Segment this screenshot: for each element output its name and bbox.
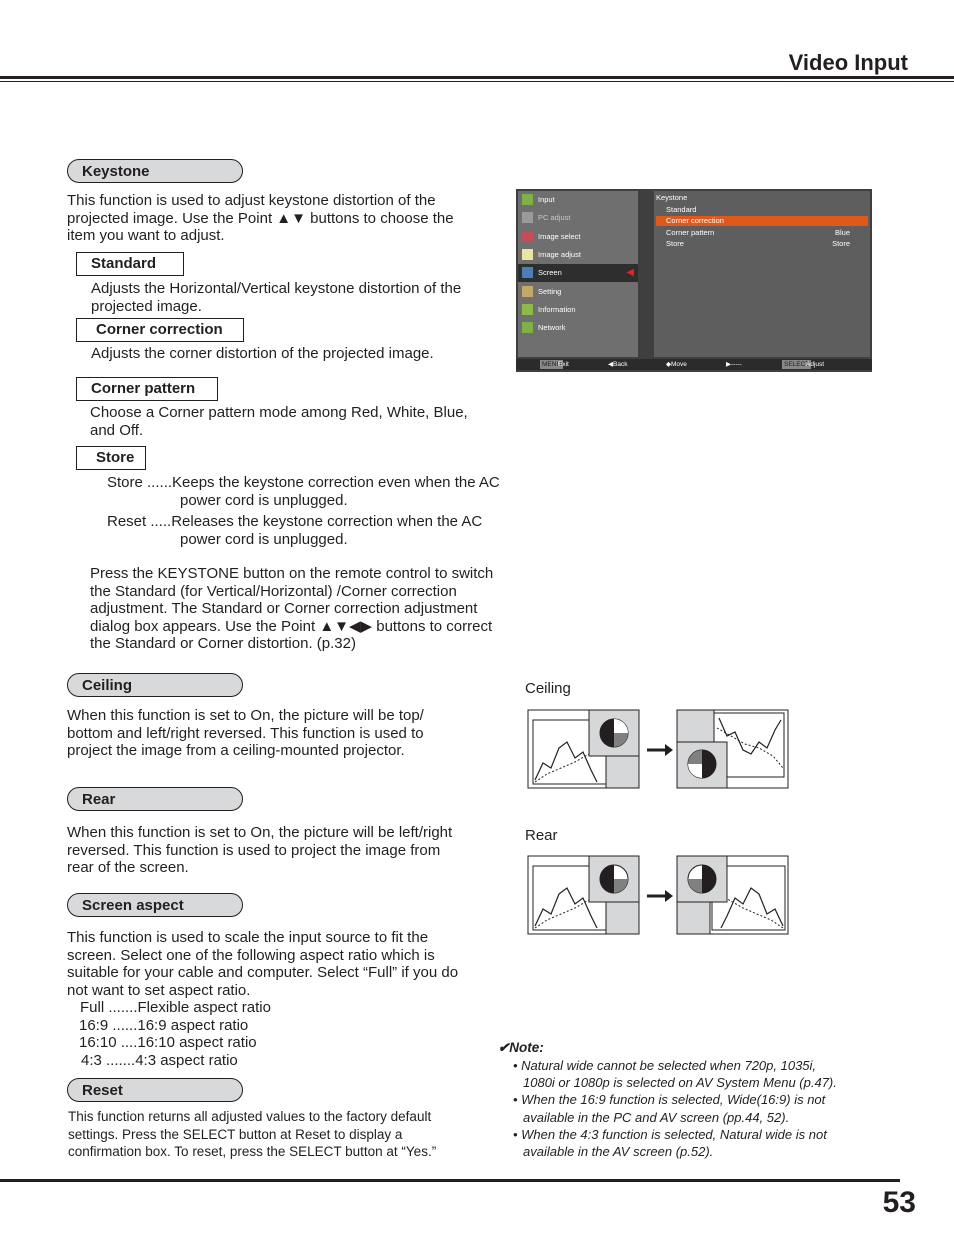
menu-item-label: Image select bbox=[538, 232, 581, 241]
footer-move: ◆Move bbox=[666, 361, 687, 368]
menu-item-image-adjust[interactable] bbox=[518, 246, 638, 264]
standard-label: Standard bbox=[76, 252, 184, 276]
input-icon bbox=[522, 194, 533, 205]
keystone-menu-screenshot bbox=[516, 189, 872, 372]
menu-row-label: Store bbox=[666, 239, 684, 248]
menu-footer bbox=[516, 359, 872, 370]
menu-row-value: Store bbox=[832, 239, 850, 248]
note-item: 1080i or 1080p is selected on AV System Menu (p.47). bbox=[523, 1075, 837, 1091]
note-item: • When the 4:3 function is selected, Natural wide is not bbox=[513, 1126, 827, 1142]
menu-item-label: Setting bbox=[538, 287, 562, 296]
menu-row-corner-pattern[interactable] bbox=[656, 228, 868, 238]
menu-item-label: Network bbox=[538, 323, 566, 332]
store-desc-line: Store ......Keeps the keystone correction even when the AC bbox=[107, 474, 500, 491]
note-item: • Natural wide cannot be selected when 720p, 1035i, bbox=[513, 1058, 817, 1073]
rear-text bbox=[67, 824, 452, 877]
aspect-option: 4:3 .......4:3 aspect ratio bbox=[81, 1051, 238, 1069]
setting-icon bbox=[522, 286, 533, 297]
rear-text-line: rear of the screen. bbox=[67, 859, 189, 876]
reset-text bbox=[68, 1108, 436, 1161]
menu-row-label: Standard bbox=[666, 205, 697, 214]
footer-rule bbox=[0, 1179, 900, 1182]
ceiling-text-line: When this function is set to On, the picture will be top/ bbox=[67, 707, 424, 724]
menu-item-screen[interactable] bbox=[518, 264, 638, 282]
pc-adjust-icon bbox=[522, 212, 533, 223]
footer-next: ▶----- bbox=[726, 361, 742, 368]
ceiling-text-line: bottom and left/right reversed. This function is used to bbox=[67, 724, 424, 742]
corner-pattern-desc-line: and Off. bbox=[90, 421, 144, 439]
menu-item-label: PC adjust bbox=[538, 213, 571, 222]
menu-item-image-select[interactable] bbox=[518, 228, 638, 246]
network-icon bbox=[522, 322, 533, 333]
press-line: dialog box appears. Use the Point ▲▼◀▶ buttons to correct bbox=[90, 617, 493, 635]
information-icon bbox=[522, 304, 533, 315]
note-item: • When the 16:9 function is selected, Wide(16:9) is not bbox=[513, 1092, 826, 1108]
reset-desc-line: Reset .....Releases the keystone correction when the AC bbox=[107, 513, 483, 530]
header-rule-thin bbox=[0, 81, 954, 82]
note-item: available in the PC and AV screen (pp.44, 52). bbox=[523, 1109, 790, 1125]
keystone-intro-line: This function is used to adjust keystone distortion of the bbox=[67, 192, 436, 209]
rear-heading: Rear bbox=[67, 787, 243, 811]
rear-diagram bbox=[527, 854, 791, 936]
ceiling-diagram-label: Ceiling bbox=[525, 680, 571, 697]
store-desc-line: power cord is unplugged. bbox=[180, 491, 348, 509]
aspect-option: 16:9 ......16:9 aspect ratio bbox=[79, 1016, 249, 1034]
menu-item-label: Input bbox=[538, 195, 555, 204]
corner-pattern-label: Corner pattern bbox=[76, 377, 218, 401]
ceiling-heading: Ceiling bbox=[67, 673, 243, 697]
menu-row-corner-correction[interactable] bbox=[656, 216, 868, 226]
press-line: the Standard (for Vertical/Horizontal) /Corner correction bbox=[90, 582, 457, 600]
aspect-option: 16:10 ....16:10 aspect ratio bbox=[79, 1034, 257, 1051]
menu-item-network[interactable] bbox=[518, 319, 638, 337]
store-label: Store bbox=[76, 446, 146, 470]
menu-row-label: Corner pattern bbox=[666, 228, 715, 237]
menu-key-badge: MENU bbox=[542, 361, 562, 368]
menu-row-value: Blue bbox=[834, 228, 850, 237]
footer-exit: Exit bbox=[558, 361, 569, 368]
press-line: adjustment. The Standard or Corner correction adjustment bbox=[90, 600, 478, 617]
menu-row-standard[interactable] bbox=[656, 205, 868, 215]
keystone-intro bbox=[67, 192, 454, 245]
keystone-press-text bbox=[90, 565, 493, 653]
footer-adjust: Adjust bbox=[806, 361, 825, 368]
reset-heading: Reset bbox=[67, 1078, 243, 1102]
press-line: Press the KEYSTONE button on the remote control to switch bbox=[90, 565, 494, 582]
press-line: the Standard or Corner distortion. (p.32) bbox=[90, 635, 356, 652]
reset-text-line: This function returns all adjusted values to the factory default bbox=[68, 1109, 432, 1124]
menu-item-setting[interactable] bbox=[518, 283, 638, 301]
page-number: 53 bbox=[882, 1186, 916, 1219]
ceiling-text-line: project the image from a ceiling-mounted projector. bbox=[67, 742, 405, 759]
screen-aspect-line: not want to set aspect ratio. bbox=[67, 981, 251, 999]
keystone-intro-line: item you want to adjust. bbox=[67, 227, 225, 244]
menu-row-label: Corner correction bbox=[666, 216, 724, 225]
standard-desc bbox=[91, 280, 461, 315]
image-adjust-icon bbox=[522, 249, 533, 260]
menu-item-pc-adjust[interactable] bbox=[518, 209, 638, 227]
store-desc bbox=[107, 474, 500, 548]
corner-correction-label: Corner correction bbox=[76, 318, 244, 342]
selected-arrow-icon: ◀ bbox=[626, 267, 634, 278]
menu-item-information[interactable] bbox=[518, 301, 638, 319]
corner-pattern-desc bbox=[90, 404, 468, 439]
rear-text-line: reversed. This function is used to project the image from bbox=[67, 841, 441, 859]
note-title: ✔Note: bbox=[498, 1040, 544, 1055]
standard-desc-line: Adjusts the Horizontal/Vertical keystone distortion of the bbox=[91, 280, 462, 297]
corner-correction-desc: Adjusts the corner distortion of the projected image. bbox=[91, 345, 434, 362]
image-select-icon bbox=[522, 231, 533, 242]
standard-desc-line: projected image. bbox=[91, 297, 202, 315]
menu-item-label: Screen bbox=[538, 268, 562, 277]
page-header-title: Video Input bbox=[788, 50, 908, 75]
screen-aspect-text bbox=[67, 929, 458, 1069]
menu-panel-title: Keystone bbox=[656, 193, 688, 202]
reset-text-line: confirmation box. To reset, press the SELECT button at “Yes.” bbox=[68, 1144, 437, 1159]
screen-aspect-line: suitable for your cable and computer. Select “Full” if you do bbox=[67, 964, 459, 981]
menu-item-label: Information bbox=[538, 305, 576, 314]
ceiling-diagram bbox=[527, 708, 791, 790]
screen-aspect-heading: Screen aspect bbox=[67, 893, 243, 917]
rear-diagram-label: Rear bbox=[525, 827, 558, 844]
aspect-option: Full .......Flexible aspect ratio bbox=[80, 999, 271, 1016]
footer-back: ◀Back bbox=[608, 361, 628, 368]
keystone-intro-line: projected image. Use the Point ▲▼ buttons to choose the bbox=[67, 209, 454, 227]
screen-aspect-line: This function is used to scale the input source to fit the bbox=[67, 929, 429, 946]
keystone-heading: Keystone bbox=[67, 159, 243, 183]
corner-pattern-desc-line: Choose a Corner pattern mode among Red, White, Blue, bbox=[90, 404, 468, 421]
note-item: available in the AV screen (p.52). bbox=[523, 1144, 714, 1160]
rear-text-line: When this function is set to On, the picture will be left/right bbox=[67, 824, 453, 841]
menu-left-panel bbox=[518, 191, 638, 357]
menu-item-input[interactable] bbox=[518, 191, 638, 209]
reset-desc-line: power cord is unplugged. bbox=[180, 530, 348, 548]
menu-row-store[interactable] bbox=[656, 239, 868, 249]
screen-aspect-line: screen. Select one of the following aspect ratio which is bbox=[67, 946, 435, 964]
select-key-badge: SELECT bbox=[784, 361, 810, 368]
menu-right-panel bbox=[654, 191, 870, 357]
screen-icon bbox=[522, 267, 533, 278]
menu-item-label: Image adjust bbox=[538, 250, 581, 259]
ceiling-text bbox=[67, 707, 424, 760]
reset-text-line: settings. Press the SELECT button at Reset to display a bbox=[68, 1126, 403, 1142]
note-list bbox=[513, 1057, 837, 1160]
header-rule bbox=[0, 76, 954, 79]
